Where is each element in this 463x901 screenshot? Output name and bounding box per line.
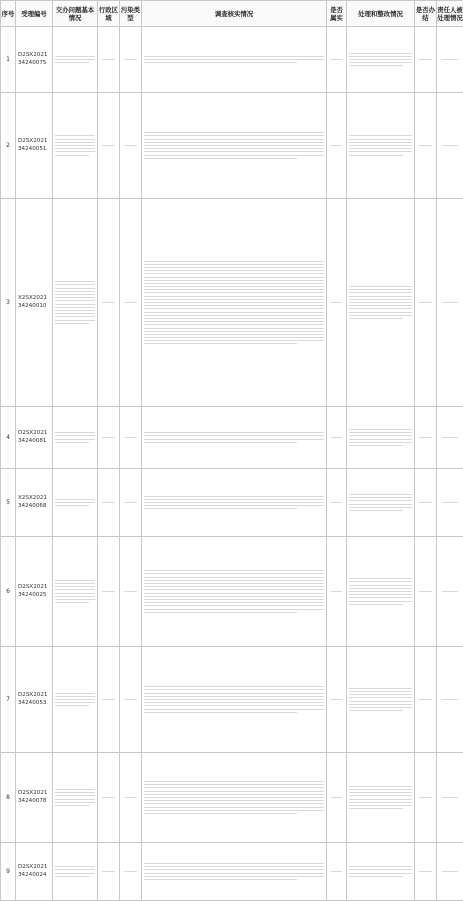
region-placeholder: [98, 647, 120, 753]
region-placeholder: [98, 469, 120, 537]
closed-placeholder: [415, 27, 437, 93]
issue-text-placeholder: [53, 199, 98, 407]
header-handling: 处理和整改情况: [347, 1, 415, 27]
verified-placeholder: [327, 469, 347, 537]
investigation-text-placeholder: [142, 753, 327, 843]
handling-text-placeholder: [347, 199, 415, 407]
row-case-no: D2SX2021 34240075: [16, 27, 53, 93]
issue-text-placeholder: [53, 93, 98, 199]
pollution-placeholder: [120, 753, 142, 843]
verified-placeholder: [327, 647, 347, 753]
issue-text-placeholder: [53, 469, 98, 537]
header-region: 行政区域: [98, 1, 120, 27]
handling-text-placeholder: [347, 93, 415, 199]
table-row: [1, 199, 463, 407]
investigation-text-placeholder: [142, 407, 327, 469]
row-case-no: D2SX2021 34240024: [16, 843, 53, 901]
row-seq: 9: [1, 843, 16, 901]
investigation-text-placeholder: [142, 469, 327, 537]
row-case-no: D2SX2021 34240078: [16, 753, 53, 843]
accountability-placeholder: [437, 27, 463, 93]
table-row: [1, 537, 463, 647]
handling-text-placeholder: [347, 753, 415, 843]
accountability-placeholder: [437, 407, 463, 469]
region-placeholder: [98, 199, 120, 407]
table-row: [1, 753, 463, 843]
header-investigation: 调查核实情况: [142, 1, 327, 27]
issue-text-placeholder: [53, 753, 98, 843]
accountability-placeholder: [437, 469, 463, 537]
row-case-no: D2SX2021 34240081: [16, 407, 53, 469]
pollution-placeholder: [120, 199, 142, 407]
handling-text-placeholder: [347, 647, 415, 753]
region-placeholder: [98, 537, 120, 647]
pollution-placeholder: [120, 647, 142, 753]
verified-placeholder: [327, 753, 347, 843]
issue-text-placeholder: [53, 27, 98, 93]
investigation-text-placeholder: [142, 199, 327, 407]
pollution-placeholder: [120, 469, 142, 537]
header-seq: 序号: [1, 1, 16, 27]
verified-placeholder: [327, 843, 347, 901]
header-row: [1, 1, 463, 27]
row-seq: 3: [1, 199, 16, 407]
row-case-no: D2SX2021 34240053: [16, 647, 53, 753]
closed-placeholder: [415, 753, 437, 843]
row-case-no: X2SX2021 34240010: [16, 199, 53, 407]
handling-text-placeholder: [347, 537, 415, 647]
row-seq: 6: [1, 537, 16, 647]
row-seq: 2: [1, 93, 16, 199]
investigation-text-placeholder: [142, 27, 327, 93]
region-placeholder: [98, 753, 120, 843]
closed-placeholder: [415, 537, 437, 647]
row-seq: 4: [1, 407, 16, 469]
investigation-text-placeholder: [142, 843, 327, 901]
accountability-placeholder: [437, 647, 463, 753]
table-row: [1, 647, 463, 753]
region-placeholder: [98, 93, 120, 199]
verified-placeholder: [327, 407, 347, 469]
accountability-placeholder: [437, 753, 463, 843]
closed-placeholder: [415, 93, 437, 199]
row-case-no: X2SX2021 34240068: [16, 469, 53, 537]
region-placeholder: [98, 407, 120, 469]
row-seq: 7: [1, 647, 16, 753]
header-issue: 交办问题基本情况: [53, 1, 98, 27]
header-accountability: 责任人被处理情况: [437, 1, 463, 27]
closed-placeholder: [415, 843, 437, 901]
accountability-placeholder: [437, 843, 463, 901]
row-case-no: D2SX2021 34240025: [16, 537, 53, 647]
issue-text-placeholder: [53, 647, 98, 753]
table-row: [1, 843, 463, 901]
row-seq: 8: [1, 753, 16, 843]
header-closed: 是否办结: [415, 1, 437, 27]
pollution-placeholder: [120, 843, 142, 901]
pollution-placeholder: [120, 27, 142, 93]
investigation-text-placeholder: [142, 647, 327, 753]
handling-text-placeholder: [347, 27, 415, 93]
table-row: [1, 407, 463, 469]
region-placeholder: [98, 27, 120, 93]
header-verified: 是否属实: [327, 1, 347, 27]
closed-placeholder: [415, 647, 437, 753]
table-row: [1, 469, 463, 537]
accountability-placeholder: [437, 537, 463, 647]
table-row: [1, 93, 463, 199]
handling-text-placeholder: [347, 843, 415, 901]
issue-text-placeholder: [53, 407, 98, 469]
verified-placeholder: [327, 537, 347, 647]
table-row: [1, 27, 463, 93]
row-case-no: D2SX2021 34240051: [16, 93, 53, 199]
investigation-text-placeholder: [142, 93, 327, 199]
accountability-placeholder: [437, 93, 463, 199]
handling-text-placeholder: [347, 469, 415, 537]
header-pollution: 污染类型: [120, 1, 142, 27]
pollution-placeholder: [120, 93, 142, 199]
pollution-placeholder: [120, 407, 142, 469]
verified-placeholder: [327, 27, 347, 93]
closed-placeholder: [415, 407, 437, 469]
investigation-text-placeholder: [142, 537, 327, 647]
accountability-placeholder: [437, 199, 463, 407]
row-seq: 5: [1, 469, 16, 537]
row-seq: 1: [1, 27, 16, 93]
closed-placeholder: [415, 469, 437, 537]
issue-text-placeholder: [53, 843, 98, 901]
handling-text-placeholder: [347, 407, 415, 469]
verified-placeholder: [327, 199, 347, 407]
pollution-placeholder: [120, 537, 142, 647]
closed-placeholder: [415, 199, 437, 407]
issue-text-placeholder: [53, 537, 98, 647]
verified-placeholder: [327, 93, 347, 199]
region-placeholder: [98, 843, 120, 901]
header-case-no: 受理编号: [16, 1, 53, 27]
